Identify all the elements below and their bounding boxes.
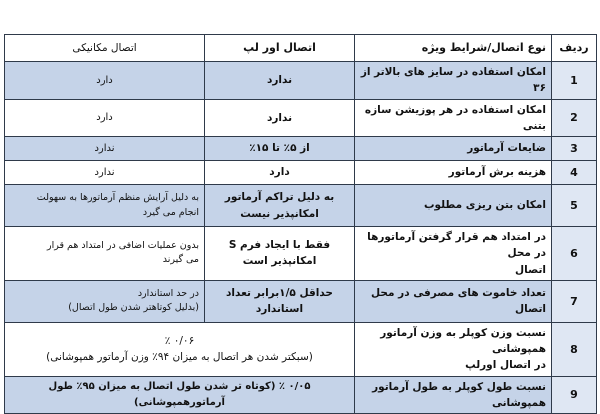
header-lap-splice: اتصال اور لپ xyxy=(205,35,355,62)
mechanical-value-line: انجام می گیرد xyxy=(142,206,199,218)
row-number: 6 xyxy=(552,227,597,281)
row-mechanical-value: دارد xyxy=(5,99,205,137)
row-feature: امکان بتن ریزی مطلوب xyxy=(355,185,552,227)
mechanical-value-line: می گیرند xyxy=(162,254,199,266)
row-number: 3 xyxy=(552,137,597,161)
comparison-table-wrapper xyxy=(4,34,596,414)
merged-value-line: ۰/۰۶ ٪ xyxy=(164,334,195,347)
row-merged-value xyxy=(5,322,355,376)
row-mechanical-value xyxy=(5,185,205,227)
row-lap-value xyxy=(205,280,355,322)
feature-line: در اتصال اورلپ xyxy=(465,359,546,372)
header-feature: نوع اتصال/شرایط ویژه xyxy=(355,35,552,62)
table-row xyxy=(5,99,597,137)
row-number: 8 xyxy=(552,322,597,376)
row-feature: امکان استفاده در سایز های بالاتر از ۳۶ xyxy=(355,62,552,100)
row-lap-value: ندارد xyxy=(205,99,355,137)
row-mechanical-value xyxy=(5,280,205,322)
lap-value-line: حداقل ۱/۵برابر تعداد xyxy=(226,287,333,300)
lap-value-line: به دلیل تراکم آرماتور xyxy=(224,191,335,204)
row-lap-value xyxy=(205,185,355,227)
row-feature xyxy=(355,322,552,376)
row-number: 5 xyxy=(552,185,597,227)
row-number: 1 xyxy=(552,62,597,100)
mechanical-value-line: (بدلیل کوتاهتر شدن طول اتصال) xyxy=(68,302,199,314)
row-mechanical-value: ندارد xyxy=(5,161,205,185)
merged-value-line: (سبکتر شدن هر اتصال به میزان ۹۴٪ وزن آرماتور همپوشانی) xyxy=(46,351,313,364)
row-number: 7 xyxy=(552,280,597,322)
table-row xyxy=(5,322,597,376)
row-lap-value: دارد xyxy=(205,161,355,185)
lap-value-line: فقط با ایجاد فرم S xyxy=(228,239,331,252)
header-mechanical-splice: اتصال مکانیکی xyxy=(5,35,205,62)
row-feature: امکان استفاده در هر پوزیشن سازه بتنی xyxy=(355,99,552,137)
row-number: 9 xyxy=(552,376,597,414)
table-row xyxy=(5,137,597,161)
feature-line: نسبت وزن کوپلر به وزن آرماتور همپوشانی xyxy=(380,326,546,356)
table-row xyxy=(5,227,597,281)
feature-line: در امتداد هم قرار گرفتن آرماتورها در محل xyxy=(367,231,546,260)
row-lap-value: ندارد xyxy=(205,62,355,100)
row-feature: تعداد خاموت های مصرفی در محل اتصال xyxy=(355,280,552,322)
table-row xyxy=(5,161,597,185)
row-feature: هزینه برش آرماتور xyxy=(355,161,552,185)
lap-value-line: استاندارد xyxy=(255,303,304,316)
row-number: 4 xyxy=(552,161,597,185)
header-row-number: ردیف xyxy=(552,35,597,62)
row-feature: ضایعات آرماتور xyxy=(355,137,552,161)
feature-line: اتصال xyxy=(515,263,546,276)
table-header-row xyxy=(5,35,597,62)
table-row xyxy=(5,185,597,227)
row-lap-value xyxy=(205,227,355,281)
table-row xyxy=(5,62,597,100)
row-mechanical-value xyxy=(5,227,205,281)
mechanical-value-line: به دلیل آرایش منظم آرماتورها به سهولت xyxy=(36,191,199,203)
row-mechanical-value: ندارد xyxy=(5,137,205,161)
mechanical-value-line: بدون عملیات اضافی در امتداد هم قرار xyxy=(47,239,199,251)
mechanical-value-line: در حد استاندارد xyxy=(137,287,199,299)
row-lap-value: از ۵٪ تا ۱۵٪ xyxy=(205,137,355,161)
row-number: 2 xyxy=(552,99,597,137)
lap-value-line: امکانپذیر نیست xyxy=(240,207,319,220)
row-feature: نسبت طول کوپلر به طول آرماتور همپوشانی xyxy=(355,376,552,414)
row-merged-value: ۰/۰۵ ٪ (کوتاه تر شدن طول اتصال به میزان ۹۵٪ طول آرماتورهمپوشانی) xyxy=(5,376,355,414)
table-row xyxy=(5,376,597,414)
row-mechanical-value: دارد xyxy=(5,62,205,100)
table-row xyxy=(5,280,597,322)
lap-value-line: امکانپذیر است xyxy=(242,255,317,268)
row-feature xyxy=(355,227,552,281)
comparison-table xyxy=(4,34,597,414)
